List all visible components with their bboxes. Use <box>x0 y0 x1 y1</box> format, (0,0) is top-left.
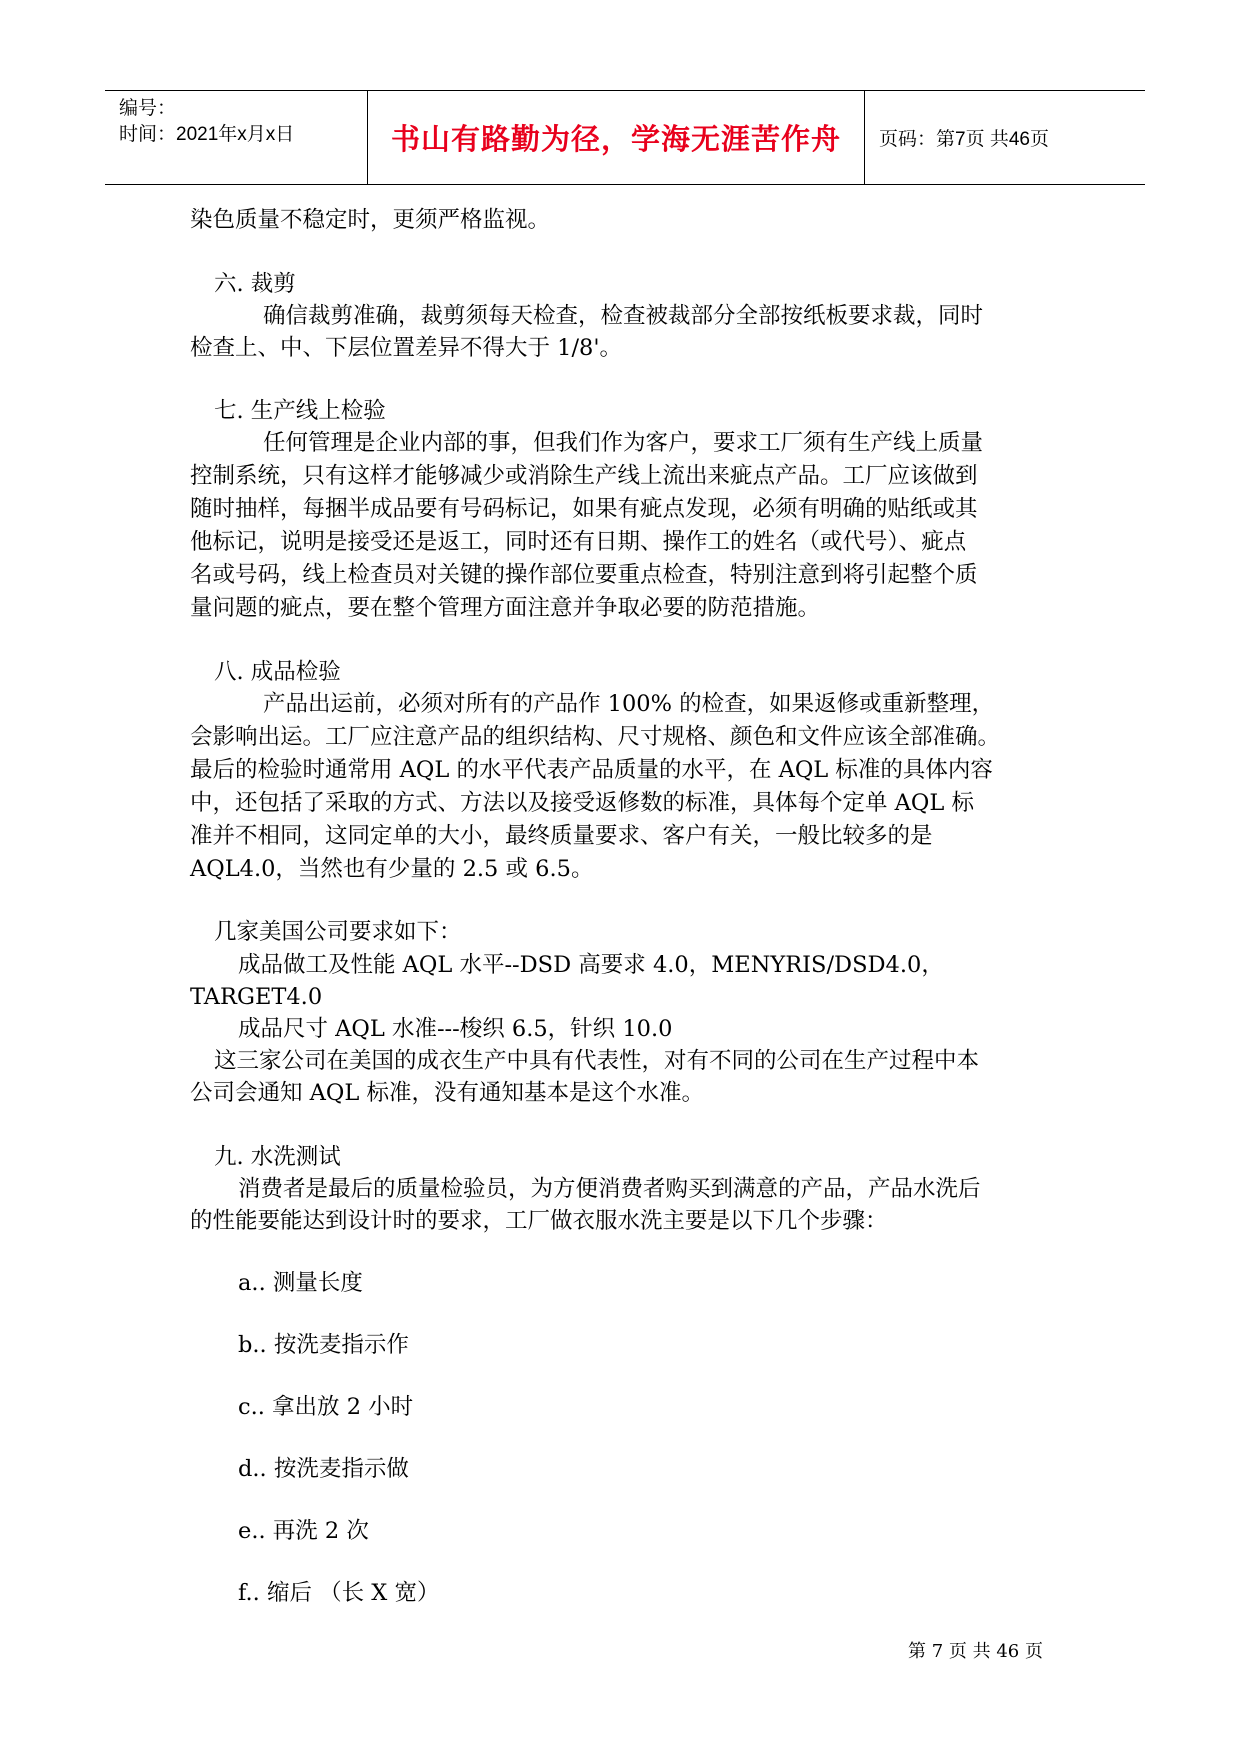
section-heading: 七. 生产线上检验 <box>214 398 386 424</box>
section-heading: 八. 成品检验 <box>214 659 341 685</box>
paragraph-line: 确信裁剪准确，裁剪须每天检查，检查被裁部分全部按纸板要求裁，同时 <box>263 303 984 329</box>
page-footer: 第 7 页 共 46 页 <box>908 1641 1043 1662</box>
paragraph-line: 产品出运前，必须对所有的产品作 100% 的检查，如果返修或重新整理， <box>263 691 995 717</box>
list-item: d.. 按洗麦指示做 <box>238 1456 409 1482</box>
header-page-label: 页码：第7页 共46页 <box>879 129 1049 150</box>
paragraph-line: AQL4.0，当然也有少量的 2.5 或 6.5。 <box>190 856 594 882</box>
paragraph-line: TARGET4.0 <box>190 984 323 1010</box>
page-header <box>105 90 1145 185</box>
paragraph-line: 会影响出运。工厂应注意产品的组织结构、尺寸规格、颜色和文件应该全部准确。 <box>190 724 1001 750</box>
list-item: a.. 测量长度 <box>238 1270 363 1296</box>
paragraph-line: 染色质量不稳定时，更须严格监视。 <box>190 207 551 233</box>
doc-number-label: 编号： <box>119 98 177 119</box>
paragraph-line: 控制系统，只有这样才能够减少或消除生产线上流出来疵点产品。工厂应该做到 <box>190 463 978 489</box>
paragraph-line: 量问题的疵点，要在整个管理方面注意并争取必要的防范措施。 <box>190 595 821 621</box>
paragraph-line: 他标记，说明是接受还是返工，同时还有日期、操作工的姓名（或代号）、疵点 <box>190 529 967 555</box>
paragraph-line: 随时抽样，每捆半成品要有号码标记，如果有疵点发现，必须有明确的贴纸或其 <box>190 496 978 522</box>
list-item: b.. 按洗麦指示作 <box>238 1332 409 1358</box>
paragraph-line: 成品尺寸 AQL 水准---梭织 6.5，针织 10.0 <box>238 1016 673 1042</box>
list-item: e.. 再洗 2 次 <box>238 1518 369 1544</box>
paragraph-line: 准并不相同，这同定单的大小，最终质量要求、客户有关，一般比较多的是 <box>190 823 933 849</box>
header-meta-cell <box>105 91 368 184</box>
header-page-cell <box>865 91 1145 184</box>
paragraph-line: 的性能要能达到设计时的要求，工厂做衣服水洗主要是以下几个步骤： <box>190 1208 888 1234</box>
paragraph-line: 最后的检验时通常用 AQL 的水平代表产品质量的水平，在 AQL 标准的具体内容 <box>190 757 993 783</box>
doc-time-label: 时间：2021年x月x日 <box>119 124 295 145</box>
section-heading: 六. 裁剪 <box>214 271 296 297</box>
paragraph-line: 检查上、中、下层位置差异不得大于 1/8'。 <box>190 335 623 361</box>
paragraph-line: 成品做工及性能 AQL 水平--DSD 高要求 4.0，MENYRIS/DSD4.0， <box>238 952 944 978</box>
paragraph-line: 公司会通知 AQL 标准，没有通知基本是这个水准。 <box>190 1080 704 1106</box>
paragraph-line: 中，还包括了采取的方式、方法以及接受返修数的标准，具体每个定单 AQL 标 <box>190 790 974 816</box>
paragraph-line: 消费者是最后的质量检验员，为方便消费者购买到满意的产品，产品水洗后 <box>238 1176 981 1202</box>
paragraph-line: 任何管理是企业内部的事，但我们作为客户，要求工厂须有生产线上质量 <box>263 430 984 456</box>
section-heading: 九. 水洗测试 <box>214 1144 341 1170</box>
list-item: f.. 缩后 （长 X 宽） <box>238 1580 440 1606</box>
list-item: c.. 拿出放 2 小时 <box>238 1394 414 1420</box>
section-heading: 几家美国公司要求如下： <box>214 919 462 945</box>
header-slogan-cell <box>368 91 865 184</box>
paragraph-line: 这三家公司在美国的成衣生产中具有代表性，对有不同的公司在生产过程中本 <box>214 1048 980 1074</box>
header-slogan: 书山有路勤为径，学海无涯苦作舟 <box>390 124 841 156</box>
paragraph-line: 名或号码，线上检查员对关键的操作部位要重点检查，特别注意到将引起整个质 <box>190 562 978 588</box>
